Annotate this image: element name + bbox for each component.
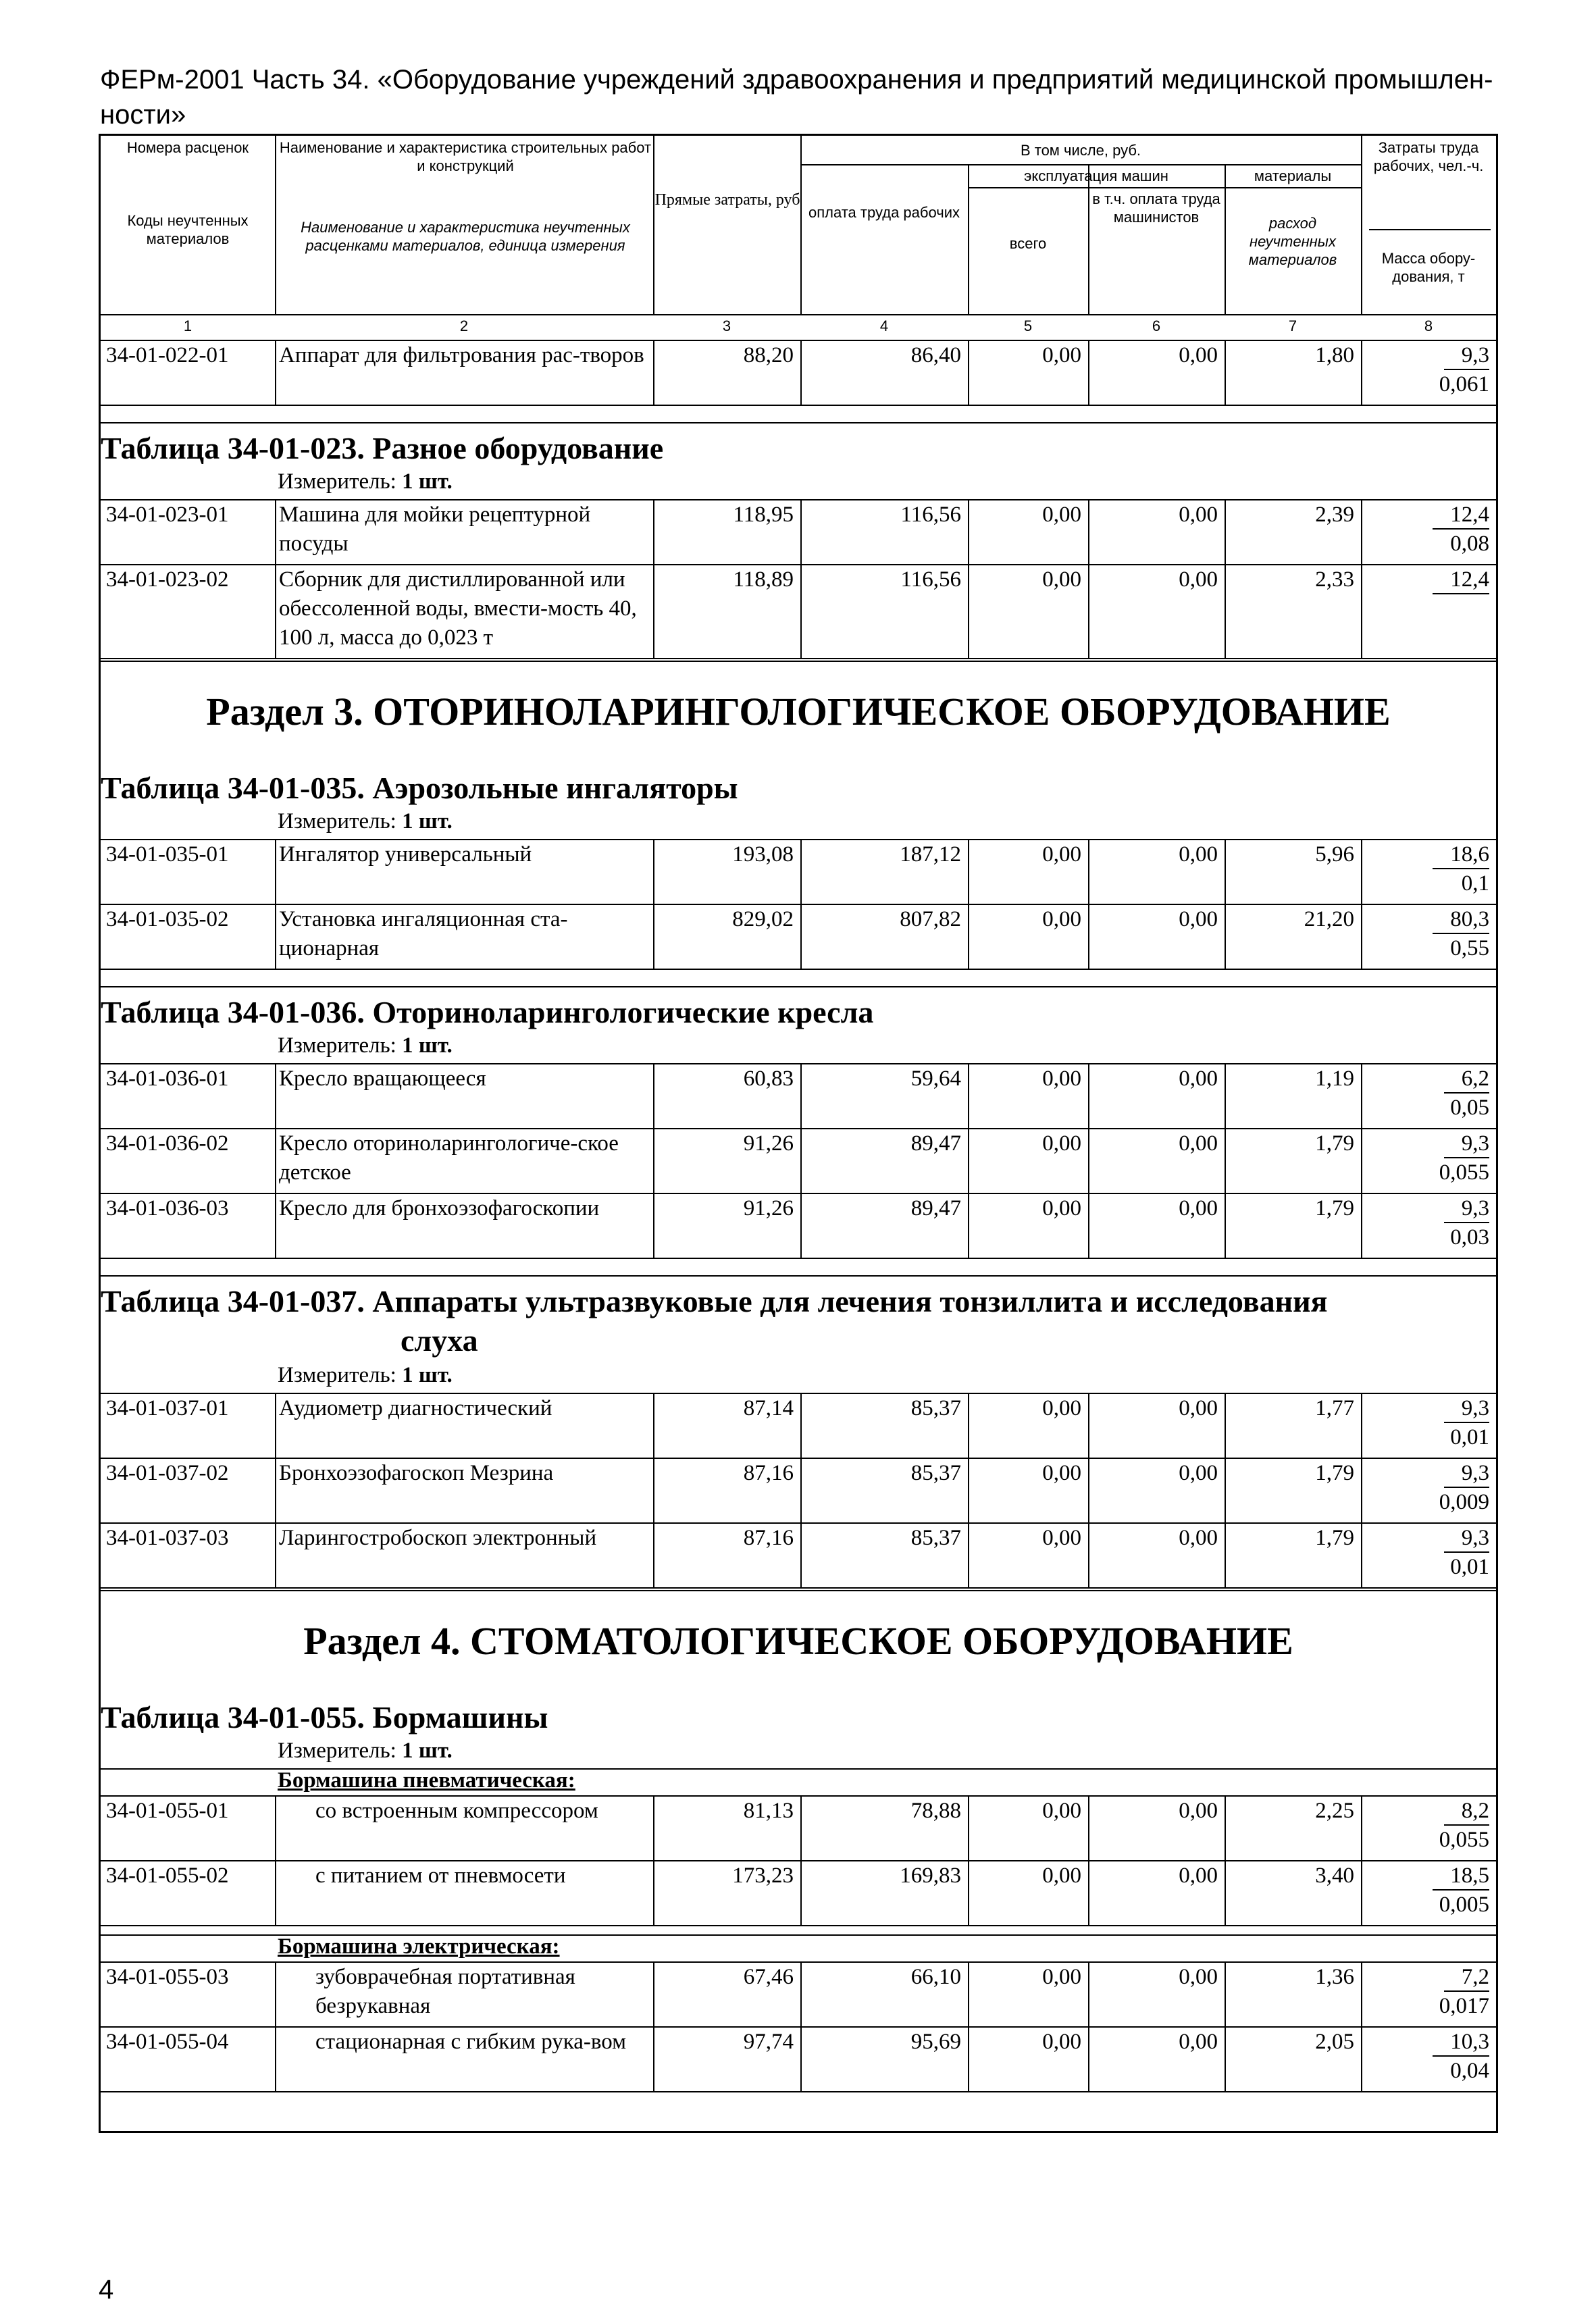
equipment-mass: 0,005 <box>1439 1893 1489 1917</box>
col-number-4: 4 <box>879 317 889 334</box>
work-name: Кресло для бронхоэзофагоскопии <box>279 1196 600 1220</box>
operator-pay: 0,00 <box>1179 1396 1218 1420</box>
operator-pay: 0,00 <box>1179 343 1218 367</box>
operator-pay: 0,00 <box>1179 503 1218 527</box>
rate-code: 34-01-055-01 <box>106 1799 229 1823</box>
direct-costs: 97,74 <box>743 2030 794 2054</box>
table-title-055: Таблица 34-01-055. Бормашины <box>101 1700 548 1734</box>
meter-value: 1 шт. <box>402 1033 453 1058</box>
group-pneumatic: Бормашина пневматическая: <box>278 1768 575 1793</box>
table-title-037: Таблица 34-01-037. Аппараты ультразвуковые для лечения тонзиллита и исследования <box>101 1284 1328 1318</box>
direct-costs: 829,02 <box>732 907 794 931</box>
meter-value: 1 шт. <box>402 1363 453 1387</box>
labor-pay: 66,10 <box>910 1965 961 1989</box>
col-number-2: 2 <box>459 317 469 334</box>
labor-hours: 12,4 <box>1433 566 1489 594</box>
machine-total: 0,00 <box>1042 842 1081 867</box>
group-electric: Бормашина электрическая: <box>278 1934 560 1959</box>
rate-code: 34-01-035-02 <box>106 907 229 931</box>
header-line-1: ФЕРм-2001 Часть 34. «Оборудование учреждений здравоохранения и предприятий медицинской промышлен- <box>100 65 1493 95</box>
equipment-mass: 0,017 <box>1439 1994 1489 2018</box>
labor-pay: 116,56 <box>900 567 961 592</box>
materials: 1,77 <box>1315 1396 1354 1420</box>
labor-and-mass <box>1364 341 1489 398</box>
col1-header-bottom: Коды неучтенных материалов <box>127 212 249 247</box>
meter-label: Измеритель: <box>278 809 396 833</box>
equipment-mass: 0,055 <box>1439 1828 1489 1852</box>
materials: 2,25 <box>1315 1799 1354 1823</box>
machine-total: 0,00 <box>1042 1066 1081 1091</box>
col7-header: расход неучтенных материалов <box>1248 215 1337 268</box>
operator-pay: 0,00 <box>1179 1131 1218 1156</box>
labor-and-mass <box>1364 905 1489 962</box>
meter-line <box>278 469 453 494</box>
direct-costs: 91,26 <box>743 1131 794 1156</box>
labor-and-mass <box>1364 500 1489 558</box>
work-name: Кресло вращающееся <box>279 1066 486 1091</box>
meter-line <box>278 1363 453 1388</box>
labor-hours: 18,6 <box>1433 841 1489 869</box>
section-4-title: Раздел 4. СТОМАТОЛОГИЧЕСКОЕ ОБОРУДОВАНИЕ <box>303 1619 1293 1663</box>
materials: 2,05 <box>1315 2030 1354 2054</box>
machine-total: 0,00 <box>1042 343 1081 367</box>
col8-header-top: Затраты труда рабочих, чел.-ч. <box>1373 139 1484 174</box>
direct-costs: 193,08 <box>732 842 794 867</box>
col4-header: оплата труда рабочих <box>808 204 960 221</box>
labor-and-mass <box>1364 1963 1489 2020</box>
equipment-mass: 0,1 <box>1461 871 1489 896</box>
equipment-mass: 0,061 <box>1439 372 1489 396</box>
rate-code: 34-01-035-01 <box>106 842 229 867</box>
labor-hours: 8,2 <box>1444 1797 1489 1826</box>
rate-code: 34-01-037-02 <box>106 1461 229 1485</box>
direct-costs: 87,16 <box>743 1526 794 1550</box>
labor-pay: 59,64 <box>910 1066 961 1091</box>
materials: 1,36 <box>1315 1965 1354 1989</box>
materials: 2,39 <box>1315 503 1354 527</box>
meter-line <box>278 809 453 834</box>
col-number-8: 8 <box>1424 317 1433 334</box>
equipment-mass: 0,05 <box>1450 1096 1489 1120</box>
machine-total: 0,00 <box>1042 1863 1081 1888</box>
labor-hours: 9,3 <box>1444 1130 1489 1158</box>
labor-hours: 9,3 <box>1444 1395 1489 1423</box>
machine-total: 0,00 <box>1042 2030 1081 2054</box>
col-number-3: 3 <box>722 317 731 334</box>
table-title-036: Таблица 34-01-036. Оториноларингологические кресла <box>101 995 874 1029</box>
labor-and-mass <box>1364 1194 1489 1252</box>
work-name: Аудиометр диагностический <box>279 1396 552 1420</box>
labor-pay: 95,69 <box>910 2030 961 2054</box>
labor-pay: 86,40 <box>910 343 961 367</box>
materials: 3,40 <box>1315 1863 1354 1888</box>
equipment-mass: 0,03 <box>1450 1225 1489 1250</box>
labor-and-mass <box>1364 565 1489 594</box>
direct-costs: 87,14 <box>743 1396 794 1420</box>
machine-total: 0,00 <box>1042 503 1081 527</box>
labor-hours: 9,3 <box>1444 1195 1489 1223</box>
labor-pay: 89,47 <box>910 1131 961 1156</box>
work-name: со встроенным компрессором <box>315 1799 598 1823</box>
labor-pay: 78,88 <box>910 1799 961 1823</box>
labor-and-mass <box>1364 1129 1489 1187</box>
operator-pay: 0,00 <box>1179 1196 1218 1220</box>
labor-pay: 116,56 <box>900 503 961 527</box>
machines-header: эксплуатация машин <box>1024 168 1168 184</box>
labor-and-mass <box>1364 840 1489 898</box>
materials: 21,20 <box>1304 907 1354 931</box>
labor-hours: 80,3 <box>1433 906 1489 934</box>
labor-and-mass <box>1364 2028 1489 2085</box>
machine-total: 0,00 <box>1042 1799 1081 1823</box>
col-number-6: 6 <box>1152 317 1161 334</box>
labor-pay: 85,37 <box>910 1526 961 1550</box>
rate-code: 34-01-036-03 <box>106 1196 229 1220</box>
labor-hours: 9,3 <box>1444 1460 1489 1488</box>
materials: 5,96 <box>1315 842 1354 867</box>
materials: 1,19 <box>1315 1066 1354 1091</box>
direct-costs: 60,83 <box>743 1066 794 1091</box>
labor-hours: 9,3 <box>1444 342 1489 370</box>
labor-and-mass <box>1364 1394 1489 1451</box>
col3-header: Прямые затраты, руб <box>654 191 800 209</box>
meter-line <box>278 1739 453 1764</box>
col-number-7: 7 <box>1288 317 1297 334</box>
incl-header: В том числе, руб. <box>1020 142 1141 159</box>
equipment-mass: 0,009 <box>1439 1490 1489 1514</box>
labor-and-mass <box>1364 1064 1489 1122</box>
labor-pay: 85,37 <box>910 1396 961 1420</box>
rate-code: 34-01-023-01 <box>106 503 229 527</box>
machine-total: 0,00 <box>1042 907 1081 931</box>
meter-label: Измеритель: <box>278 469 396 494</box>
labor-hours: 6,2 <box>1444 1065 1489 1094</box>
col8-header-bottom: Масса обору-дования, т <box>1381 250 1476 285</box>
table-title-037-cont: слуха <box>401 1323 478 1358</box>
machine-total: 0,00 <box>1042 1965 1081 1989</box>
rate-code: 34-01-036-02 <box>106 1131 229 1156</box>
machine-total: 0,00 <box>1042 1461 1081 1485</box>
work-name: Установка ингаляционная ста-ционарная <box>279 907 568 960</box>
rate-code: 34-01-036-01 <box>106 1066 229 1091</box>
direct-costs: 173,23 <box>732 1863 794 1888</box>
rate-code: 34-01-037-03 <box>106 1526 229 1550</box>
col2-header-top: Наименование и характеристика строительных работ и конструкций <box>279 139 652 174</box>
meter-label: Измеритель: <box>278 1033 396 1058</box>
materials: 1,79 <box>1315 1131 1354 1156</box>
equipment-mass: 0,04 <box>1450 2059 1489 2083</box>
work-name: Сборник для дистиллированной или обессоленной воды, вмести-мость 40, 100 л, масса до 0,023 т <box>279 567 637 650</box>
meter-value: 1 шт. <box>402 809 453 833</box>
equipment-mass: 0,01 <box>1450 1425 1489 1449</box>
direct-costs: 81,13 <box>743 1799 794 1823</box>
machine-total: 0,00 <box>1042 1196 1081 1220</box>
table-title-023: Таблица 34-01-023. Разное оборудование <box>101 431 664 465</box>
machine-total: 0,00 <box>1042 1396 1081 1420</box>
direct-costs: 67,46 <box>743 1965 794 1989</box>
document-header <box>100 62 1505 132</box>
page-number: 4 <box>99 2275 114 2305</box>
meter-label: Измеритель: <box>278 1739 396 1763</box>
meter-line <box>278 1033 453 1058</box>
col6-header: в т.ч. оплата труда машинистов <box>1092 190 1220 226</box>
direct-costs: 91,26 <box>743 1196 794 1220</box>
meter-label: Измеритель: <box>278 1363 396 1387</box>
operator-pay: 0,00 <box>1179 1863 1218 1888</box>
machine-total: 0,00 <box>1042 1131 1081 1156</box>
labor-pay: 169,83 <box>900 1863 961 1888</box>
operator-pay: 0,00 <box>1179 842 1218 867</box>
labor-pay: 187,12 <box>900 842 961 867</box>
labor-and-mass <box>1364 1524 1489 1581</box>
materials: 1,79 <box>1315 1526 1354 1550</box>
work-name: стационарная с гибким рука-вом <box>315 2030 627 2054</box>
col-number-1: 1 <box>183 317 192 334</box>
materials: 2,33 <box>1315 567 1354 592</box>
labor-and-mass <box>1364 1797 1489 1854</box>
equipment-mass: 0,55 <box>1450 936 1489 960</box>
labor-hours: 7,2 <box>1444 1963 1489 1992</box>
table-title-035: Таблица 34-01-035. Аэрозольные ингаляторы <box>101 771 738 805</box>
direct-costs: 118,95 <box>733 503 794 527</box>
operator-pay: 0,00 <box>1179 1461 1218 1485</box>
rate-code: 34-01-055-02 <box>106 1863 229 1888</box>
equipment-mass: 0,08 <box>1450 532 1489 556</box>
labor-hours: 12,4 <box>1433 501 1489 530</box>
col-number-5: 5 <box>1023 317 1033 334</box>
operator-pay: 0,00 <box>1179 1799 1218 1823</box>
labor-and-mass <box>1364 1459 1489 1516</box>
header-line-2: ности» <box>100 100 186 130</box>
operator-pay: 0,00 <box>1179 567 1218 592</box>
equipment-mass: 0,055 <box>1439 1160 1489 1185</box>
machine-total: 0,00 <box>1042 1526 1081 1550</box>
equipment-mass: 0,01 <box>1450 1555 1489 1579</box>
labor-hours: 10,3 <box>1433 2028 1489 2057</box>
work-name: Аппарат для фильтрования рас-творов <box>279 343 644 367</box>
direct-costs: 87,16 <box>743 1461 794 1485</box>
rate-code: 34-01-037-01 <box>106 1396 229 1420</box>
work-name: зубоврачебная портативная безрукавная <box>315 1965 575 2018</box>
materials: 1,79 <box>1315 1461 1354 1485</box>
direct-costs: 88,20 <box>743 343 794 367</box>
rate-code: 34-01-022-01 <box>106 343 229 367</box>
work-name: Ларингостробоскоп электронный <box>279 1526 597 1550</box>
rate-code: 34-01-055-04 <box>106 2030 229 2054</box>
materials: 1,79 <box>1315 1196 1354 1220</box>
meter-value: 1 шт. <box>402 469 453 494</box>
labor-pay: 89,47 <box>910 1196 961 1220</box>
work-name: с питанием от пневмосети <box>315 1863 566 1888</box>
operator-pay: 0,00 <box>1179 1526 1218 1550</box>
operator-pay: 0,00 <box>1179 907 1218 931</box>
machine-total: 0,00 <box>1042 567 1081 592</box>
labor-hours: 9,3 <box>1444 1524 1489 1553</box>
labor-pay: 85,37 <box>910 1461 961 1485</box>
col1-header-top: Номера расценок <box>126 139 249 156</box>
labor-hours: 18,5 <box>1433 1862 1489 1891</box>
work-name: Машина для мойки рецептурной посуды <box>279 503 591 556</box>
rate-code: 34-01-023-02 <box>106 567 229 592</box>
direct-costs: 118,89 <box>733 567 794 592</box>
meter-value: 1 шт. <box>402 1739 453 1763</box>
materials-header: материалы <box>1254 168 1332 184</box>
work-name: Кресло оториноларингологиче-ское детское <box>279 1131 619 1185</box>
section-3-title: Раздел 3. ОТОРИНОЛАРИНГОЛОГИЧЕСКОЕ ОБОРУДОВАНИЕ <box>206 690 1391 734</box>
work-name: Бронхоэзофагоскоп Мезрина <box>279 1461 554 1485</box>
price-table-sheet <box>99 134 1498 2133</box>
operator-pay: 0,00 <box>1179 2030 1218 2054</box>
labor-pay: 807,82 <box>900 907 961 931</box>
work-name: Ингалятор универсальный <box>279 842 532 867</box>
col2-header-bottom: Наименование и характеристика неучтенных расценками материалов, единица измерения <box>301 219 630 254</box>
labor-and-mass <box>1364 1861 1489 1919</box>
col5-header: всего <box>1009 235 1047 252</box>
operator-pay: 0,00 <box>1179 1965 1218 1989</box>
rate-code: 34-01-055-03 <box>106 1965 229 1989</box>
materials: 1,80 <box>1315 343 1354 367</box>
operator-pay: 0,00 <box>1179 1066 1218 1091</box>
